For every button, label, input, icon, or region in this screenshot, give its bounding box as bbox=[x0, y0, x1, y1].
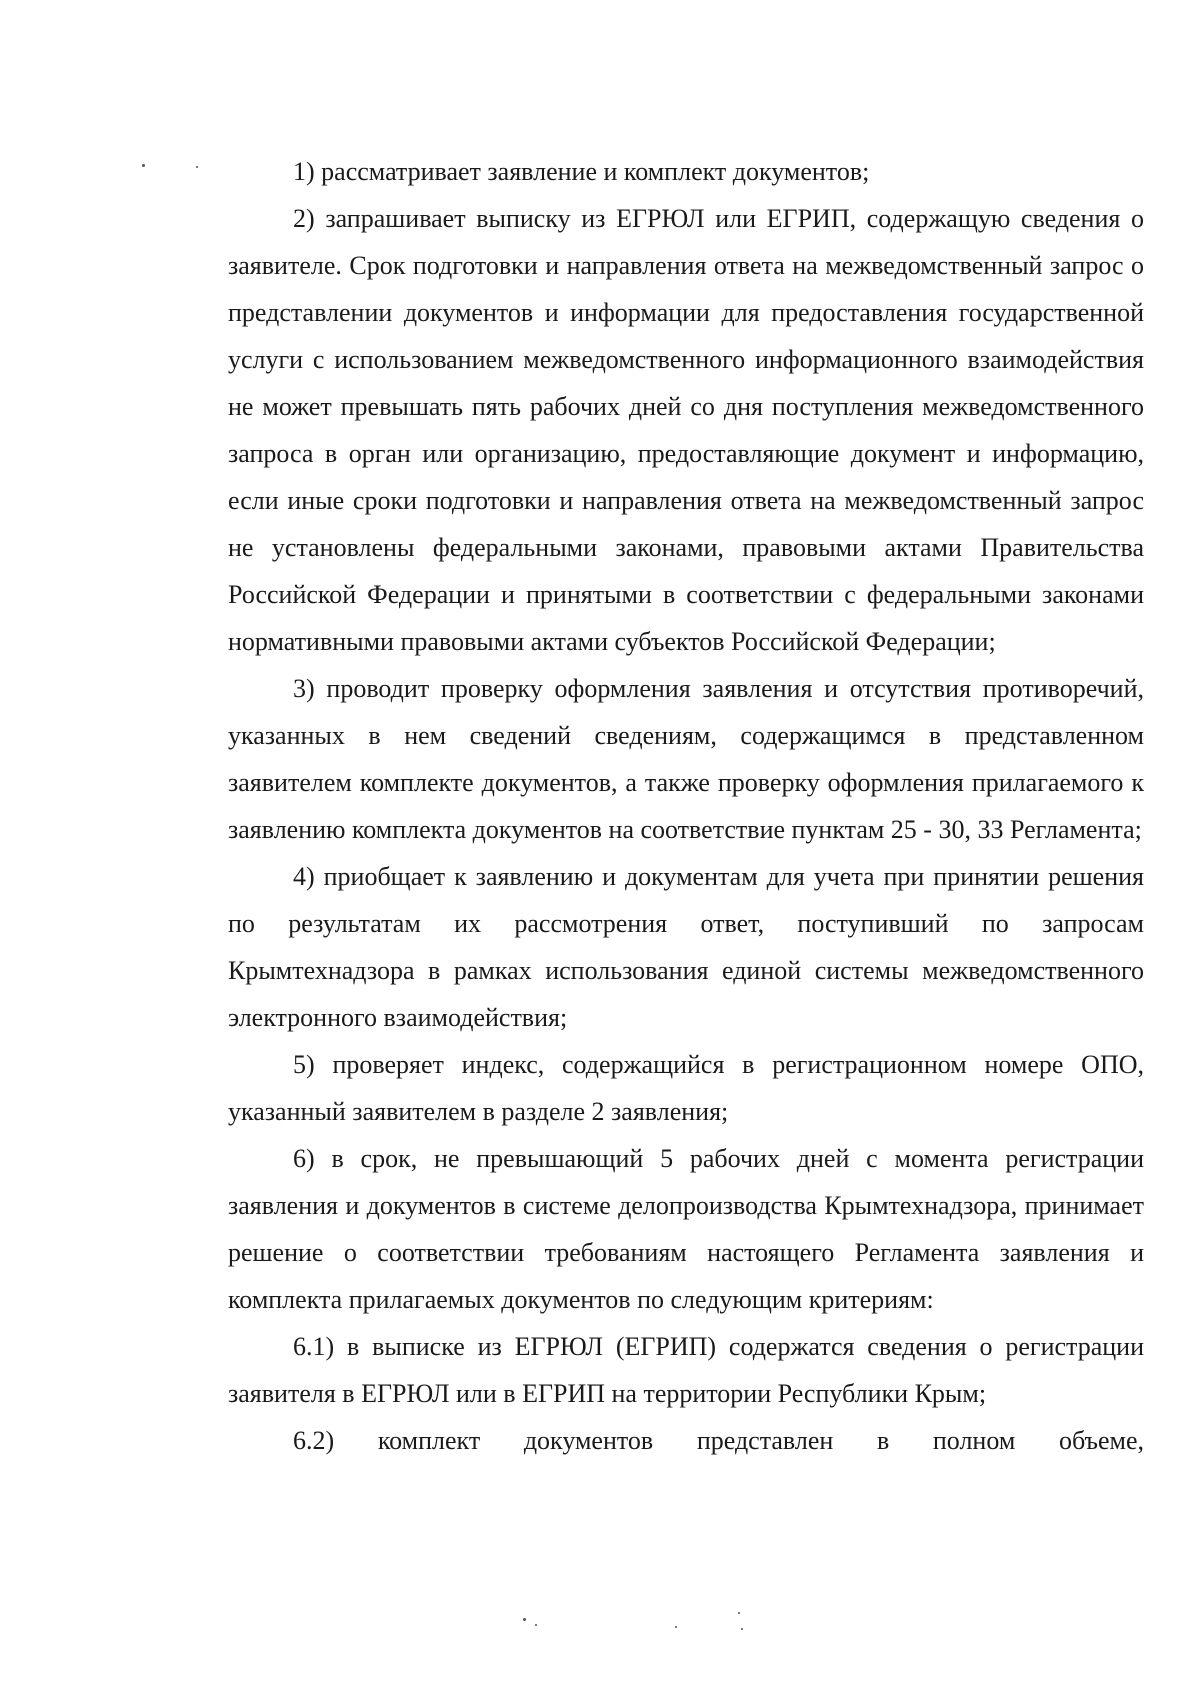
paragraph-text: проводит проверку оформления заявления и отсутствия противоречий, указанных в нем сведений сведениям, содержащимся в представленном заявителем комплекте документов, а также проверку оформления прилагаемого к заявлению комплекта документов на соответствие пунктам 25 - 30, 33 Регламента; bbox=[228, 674, 1145, 844]
paragraph-number: 6.1) bbox=[293, 1332, 335, 1361]
paragraph-number: 2) bbox=[293, 204, 315, 233]
document-body bbox=[228, 148, 1144, 1464]
paragraph-1 bbox=[228, 148, 1144, 195]
paragraph-number: 6.2) bbox=[293, 1426, 335, 1455]
paragraph-text: приобщает к заявлению и документам для учета при принятии решения по результатам их рассмотрения ответ, поступивший по запросам Крымтехнадзора в рамках использования единой системы межведомственного электронного взаимодействия; bbox=[228, 862, 1145, 1032]
paragraph-text: запрашивает выписку из ЕГРЮЛ или ЕГРИП, содержащую сведения о заявителе. Срок подготовки и направления ответа на межведомственный запрос о представлении документов и информации для предоставления государственной услуги с использованием межведомственного информационного взаимодействия не может превышать пять рабочих дней со дня поступления межведомственного запроса в орган или организацию, предоставляющие документ и информацию, если иные сроки подготовки и направления ответа на межведомственный запрос не установлены федеральными законами, правовыми актами Правительства Российской Федерации и принятыми в соответствии с федеральными законами нормативными правовыми актами субъектов Российской Федерации; bbox=[228, 204, 1145, 656]
paragraph-6 bbox=[228, 1135, 1144, 1323]
scan-speck bbox=[738, 1612, 740, 1614]
paragraph-number: 6) bbox=[293, 1144, 315, 1173]
paragraph-text: в срок, не превышающий 5 рабочих дней с момента регистрации заявления и документов в системе делопроизводства Крымтехнадзора, принимает решение о соответствии требованиям настоящего Регламента заявления и комплекта прилагаемых документов по следующим критериям: bbox=[228, 1144, 1144, 1314]
paragraph-4 bbox=[228, 853, 1144, 1041]
scan-speck bbox=[142, 164, 145, 167]
paragraph-text: в выписке из ЕГРЮЛ (ЕГРИП) содержатся сведения о регистрации заявителя в ЕГРЮЛ или в ЕГРИП на территории Республики Крым; bbox=[228, 1332, 1144, 1408]
paragraph-text: рассматривает заявление и комплект документов; bbox=[321, 157, 870, 186]
paragraph-text: комплект документов представлен в полном объеме, bbox=[377, 1426, 1145, 1455]
paragraph-6-2 bbox=[228, 1417, 1144, 1464]
scan-speck bbox=[196, 166, 198, 168]
paragraph-2 bbox=[228, 195, 1144, 665]
scan-speck bbox=[523, 1618, 526, 1621]
paragraph-number: 3) bbox=[293, 674, 315, 703]
scan-speck bbox=[675, 1626, 677, 1628]
paragraph-number: 4) bbox=[293, 862, 315, 891]
paragraph-text: проверяет индекс, содержащийся в регистрационном номере ОПО, указанный заявителем в разделе 2 заявления; bbox=[228, 1050, 1144, 1126]
paragraph-6-1 bbox=[228, 1323, 1144, 1417]
scan-speck bbox=[535, 1624, 537, 1626]
scan-speck bbox=[741, 1628, 743, 1630]
paragraph-number: 1) bbox=[293, 157, 315, 186]
paragraph-number: 5) bbox=[293, 1050, 315, 1079]
paragraph-5 bbox=[228, 1041, 1144, 1135]
paragraph-3 bbox=[228, 665, 1144, 853]
